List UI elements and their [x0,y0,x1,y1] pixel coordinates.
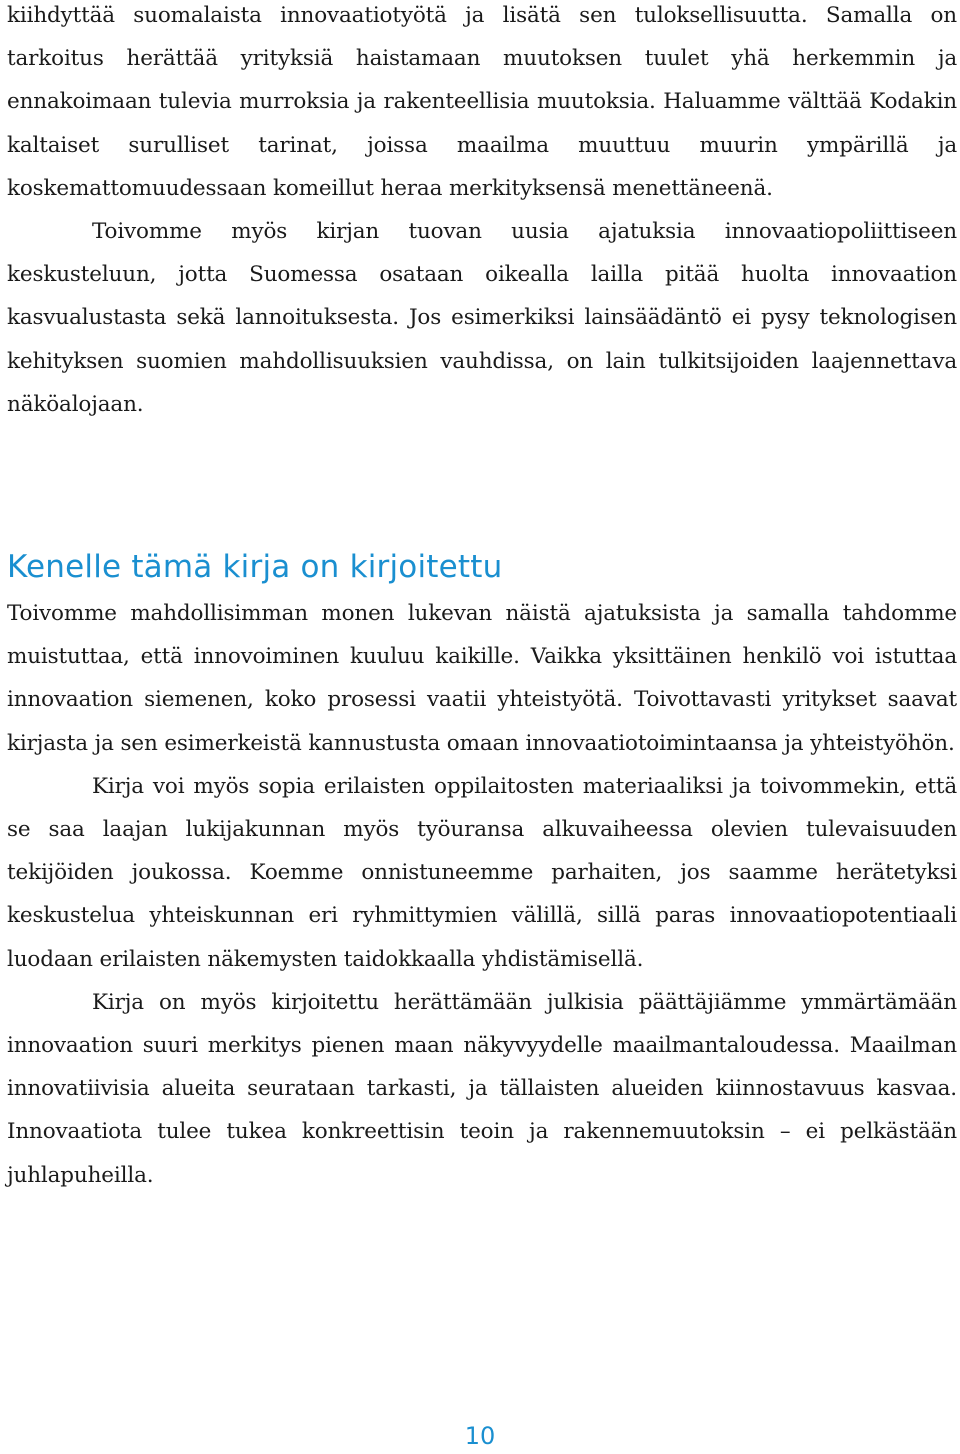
intro-paragraph-1: kiihdyttää suomalaista innovaatiotyötä ja lisätä sen tuloksellisuutta. Samalla on tarkoitus herättää yrityksiä haistamaan muutoksen tuulet yhä herkemmin ja ennakoimaan tulevia murroksia ja rakenteellisia muutoksia. Haluamme välttää Kodakin kaltaiset surulliset tarinat, joissa maailma muuttuu muurin ympärillä ja koskemattomuudessaan komeillut heraa merkityksensä menettäneenä. [7,3,957,201]
section-paragraph-1: Toivomme mahdollisimman monen lukevan näistä ajatuksista ja samalla tahdomme muistuttaa, että innovoiminen kuuluu kaikille. Vaikka yksittäinen henkilö voi istuttaa innovaation siemenen, koko prosessi vaatii yhteistyötä. Toivottavasti yritykset saavat kirjasta ja sen esimerkeistä kannustusta omaan innovaatiotoimintaansa ja yhteistyöhön. [7,601,957,756]
intro-text-block [7,0,957,426]
section-paragraph-2: Kirja voi myös sopia erilaisten oppilaitosten materiaaliksi ja toivommekin, että se saa laajan lukijakunnan myös työuransa alkuvaiheessa olevien tulevaisuuden tekijöiden joukossa. Koemme onnistuneemme parhaiten, jos saamme herätetyksi keskustelua yhteiskunnan eri ryhmittymien välillä, sillä paras innovaatiopotentiaali luodaan erilaisten näkemysten taidokkaalla yhdistämisellä. [7,773,957,972]
page-number: 10 [464,1422,496,1450]
section-text-block [7,592,957,1197]
intro-paragraph-2: Toivomme myös kirjan tuovan uusia ajatuksia innovaatiopoliittiseen keskusteluun, jotta Suomessa osataan oikealla lailla pitää huolta innovaation kasvualustasta sekä lannoituksesta. Jos esimerkiksi lainsäädäntö ei pysy teknologisen kehityksen suomien mahdollisuuksien vauhdissa, on lain tulkitsijoiden laajennettava näköalojaan. [7,219,957,417]
section-paragraph-3: Kirja on myös kirjoitettu herättämään julkisia päättäjiämme ymmärtämään innovaation suuri merkitys pienen maan näkyvyydelle maailmantaloudessa. Maailman innovatiivisia alueita seurataan tarkasti, ja tällaisten alueiden kiinnostavuus kasvaa. Innovaatiota tulee tukea konkreettisin teoin ja rakennemuutoksin – ei pelkästään juhlapuheilla. [7,989,957,1188]
section-heading: Kenelle tämä kirja on kirjoitettu [7,549,503,585]
